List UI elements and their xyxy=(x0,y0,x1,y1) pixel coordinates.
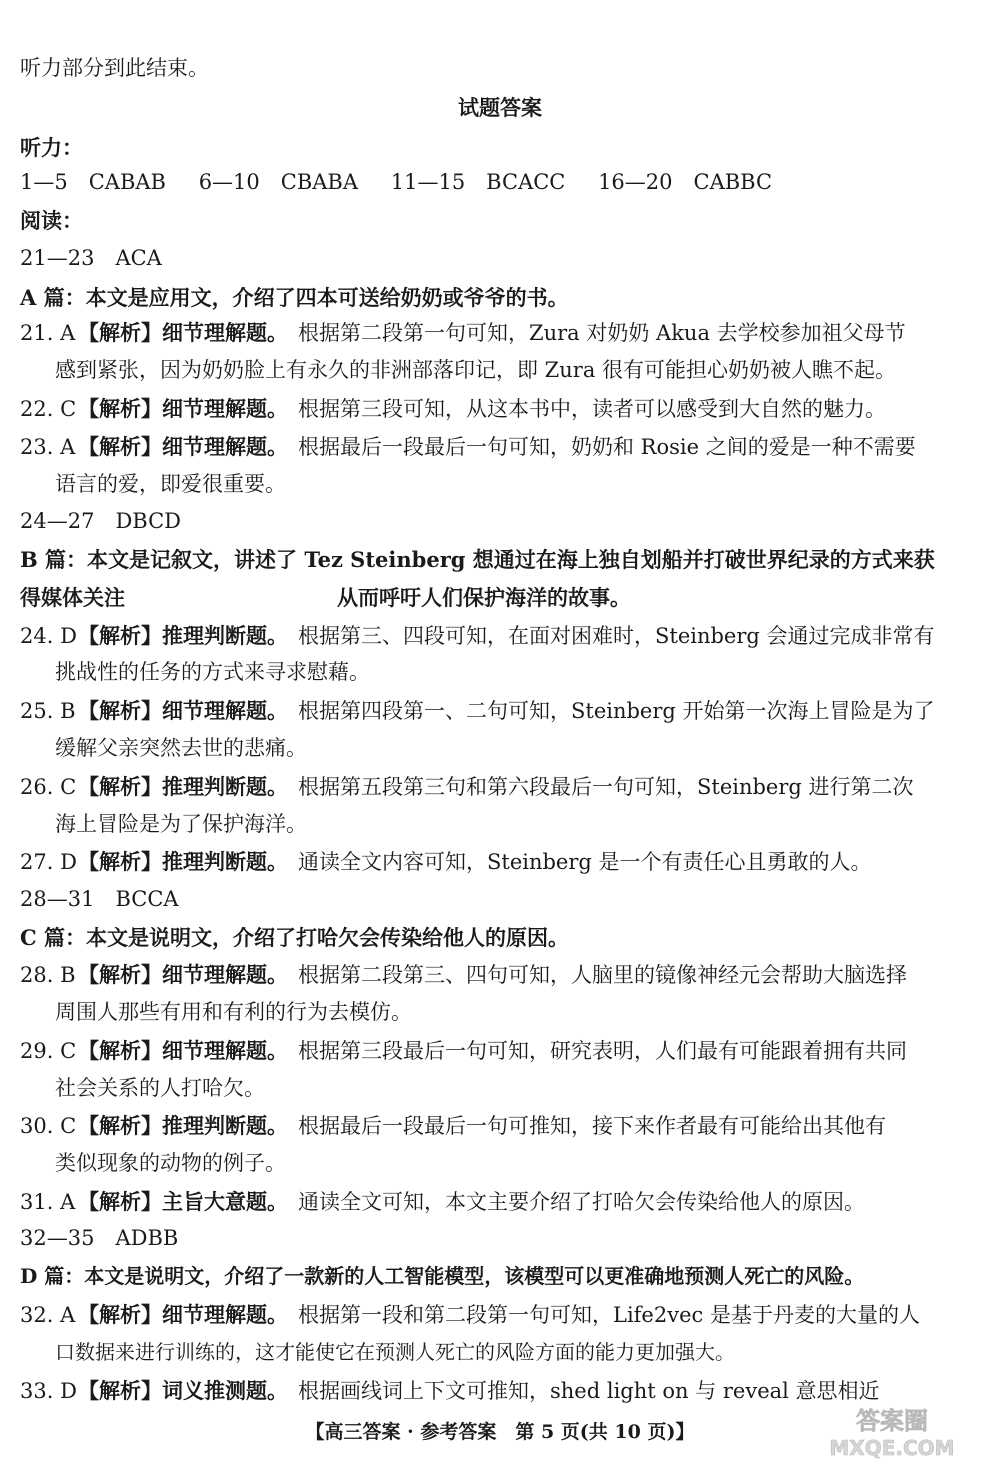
svg-text:MXQE.COM: MXQE.COM xyxy=(829,1436,955,1460)
section-a-range: 21—23 ACA xyxy=(20,246,162,270)
listening-end-note: 听力部分到此结束。 xyxy=(20,56,209,80)
question-number: 30. C xyxy=(20,1114,77,1138)
question-number: 32. A xyxy=(20,1303,76,1327)
analysis-text: 根据第一段和第二段第一句可知，Life2vec 是基于丹麦的大量的人 xyxy=(298,1303,920,1327)
analysis-text: 根据最后一段最后一句可推知，接下来作者最有可能给出其他有 xyxy=(298,1114,886,1138)
analysis-tag: 【解析】推理判断题。 xyxy=(78,849,288,874)
analysis-tag: 【解析】细节理解题。 xyxy=(78,396,288,421)
analysis-text: 根据第二段第三、四句可知，人脑里的镜像神经元会帮助大脑选择 xyxy=(298,963,907,987)
answer-24-cont: 挑战性的任务的方式来寻求慰藉。 xyxy=(55,660,370,684)
answer-21 xyxy=(20,322,906,344)
analysis-tag: 【解析】词义推测题。 xyxy=(78,1378,288,1403)
question-number: 23. A xyxy=(20,435,76,459)
answer-23 xyxy=(20,436,916,458)
listening-answers xyxy=(20,172,798,193)
analysis-tag: 【解析】细节理解题。 xyxy=(78,1038,288,1063)
page-footer: 【高三答案 · 参考答案 第 5 页(共 10 页)】 xyxy=(305,1421,695,1443)
listening-group: 16—20 CABBC xyxy=(598,170,773,194)
question-number: 26. C xyxy=(20,775,77,799)
analysis-text: 根据第三段可知，从这本书中，读者可以感受到大自然的魅力。 xyxy=(298,397,886,421)
listening-heading: 听力： xyxy=(20,135,83,160)
answer-32 xyxy=(20,1304,920,1326)
analysis-tag: 【解析】细节理解题。 xyxy=(78,698,288,723)
answer-25-cont: 缓解父亲突然去世的悲痛。 xyxy=(55,736,307,760)
analysis-text: 根据第五段第三句和第六段最后一句可知，Steinberg 进行第二次 xyxy=(298,775,914,799)
question-number: 31. A xyxy=(20,1190,76,1214)
question-number: 24. D xyxy=(20,624,77,648)
section-c-summary: C 篇：本文是说明文，介绍了打哈欠会传染给他人的原因。 xyxy=(20,925,570,950)
analysis-tag: 【解析】细节理解题。 xyxy=(78,962,288,987)
answer-32-cont: 口数据来进行训练的，这才能使它在预测人死亡的风险方面的能力更加强大。 xyxy=(55,1340,735,1364)
analysis-text: 通读全文可知，本文主要介绍了打哈欠会传染给他人的原因。 xyxy=(298,1190,865,1214)
answer-33 xyxy=(20,1380,880,1402)
question-number: 28. B xyxy=(20,963,76,987)
answer-27 xyxy=(20,851,872,873)
analysis-text: 根据最后一段最后一句可知，奶奶和 Rosie 之间的爱是一种不需要 xyxy=(298,435,916,459)
answer-23-cont: 语言的爱，即爱很重要。 xyxy=(55,472,286,496)
reading-heading: 阅读： xyxy=(20,208,83,233)
section-b-summary-part: 从而呼吁人们保护海洋的故事。 xyxy=(337,585,631,610)
listening-group: 11—15 BCACC xyxy=(390,170,566,194)
page-title: 试题答案 xyxy=(458,95,542,120)
analysis-text: 根据画线词上下文可推知，shed light on 与 reveal 意思相近 xyxy=(298,1379,880,1403)
section-c-range: 28—31 BCCA xyxy=(20,887,179,911)
analysis-tag: 【解析】推理判断题。 xyxy=(78,774,288,799)
question-number: 25. B xyxy=(20,699,76,723)
watermark-logo xyxy=(800,1405,985,1460)
answer-26-cont: 海上冒险是为了保护海洋。 xyxy=(55,812,307,836)
answer-30 xyxy=(20,1115,886,1137)
analysis-tag: 【解析】细节理解题。 xyxy=(78,320,288,345)
section-a-summary: A 篇：本文是应用文，介绍了四本可送给奶奶或爷爷的书。 xyxy=(20,285,569,310)
answer-29 xyxy=(20,1040,907,1062)
question-number: 27. D xyxy=(20,850,77,874)
question-number: 22. C xyxy=(20,397,77,421)
section-b-summary-cont xyxy=(20,587,631,608)
question-number: 33. D xyxy=(20,1379,77,1403)
answer-28-cont: 周围人那些有用和有利的行为去模仿。 xyxy=(55,1000,412,1024)
section-b-summary-part: 得媒体关注 xyxy=(20,585,125,610)
question-number: 29. C xyxy=(20,1039,77,1063)
analysis-tag: 【解析】细节理解题。 xyxy=(78,434,288,459)
analysis-text: 根据第四段第一、二句可知，Steinberg 开始第一次海上冒险是为了 xyxy=(298,699,935,723)
section-b-summary: B 篇：本文是记叙文，讲述了 Tez Steinberg 想通过在海上独自划船并打破世界纪录的方式来获 xyxy=(20,547,935,572)
section-b-range: 24—27 DBCD xyxy=(20,509,182,533)
section-d-range: 32—35 ADBB xyxy=(20,1226,179,1250)
question-number: 21. A xyxy=(20,321,76,345)
analysis-tag: 【解析】推理判断题。 xyxy=(78,1113,288,1138)
answer-26 xyxy=(20,776,914,798)
analysis-tag: 【解析】细节理解题。 xyxy=(78,1302,288,1327)
svg-text:答案圈: 答案圈 xyxy=(856,1407,928,1435)
analysis-text: 根据第二段第一句可知，Zura 对奶奶 Akua 去学校参加祖父母节 xyxy=(298,321,906,345)
listening-group: 6—10 CBABA xyxy=(198,170,359,194)
analysis-text: 根据第三、四段可知，在面对困难时，Steinberg 会通过完成非常有 xyxy=(298,624,935,648)
answer-28 xyxy=(20,964,907,986)
answer-31 xyxy=(20,1191,865,1213)
answer-25 xyxy=(20,700,935,722)
answer-30-cont: 类似现象的动物的例子。 xyxy=(55,1151,286,1175)
answer-24 xyxy=(20,625,935,647)
answer-22 xyxy=(20,398,886,420)
answer-21-cont: 感到紧张，因为奶奶脸上有永久的非洲部落印记，即 Zura 很有可能担心奶奶被人瞧不起。 xyxy=(55,358,897,382)
section-d-summary: D 篇：本文是说明文，介绍了一款新的人工智能模型，该模型可以更准确地预测人死亡的风险。 xyxy=(20,1264,865,1288)
analysis-tag: 【解析】主旨大意题。 xyxy=(78,1189,288,1214)
analysis-text: 根据第三段最后一句可知，研究表明，人们最有可能跟着拥有共同 xyxy=(298,1039,907,1063)
listening-group: 1—5 CABAB xyxy=(20,170,166,194)
analysis-text: 通读全文内容可知，Steinberg 是一个有责任心且勇敢的人。 xyxy=(298,850,872,874)
answer-29-cont: 社会关系的人打哈欠。 xyxy=(55,1076,265,1100)
analysis-tag: 【解析】推理判断题。 xyxy=(78,623,288,648)
